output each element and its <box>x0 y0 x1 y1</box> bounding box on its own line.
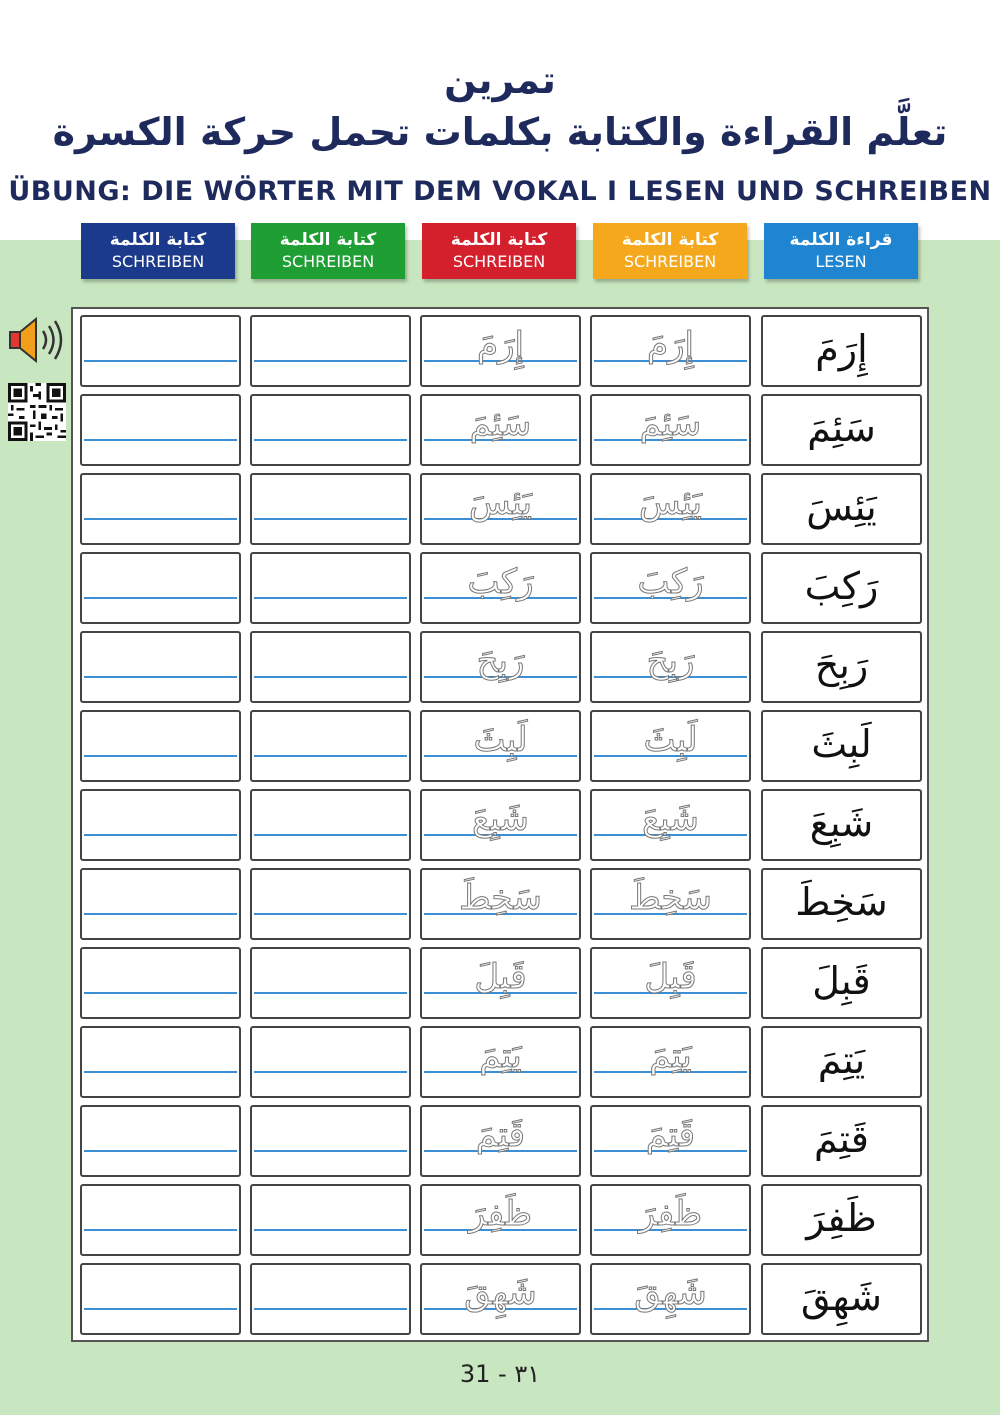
tracing-word: شَبِعَ <box>472 799 529 839</box>
tracing-cell <box>420 1184 581 1256</box>
writing-cell-empty[interactable] <box>80 1184 241 1256</box>
tracing-word: يَئِسَ <box>638 483 703 523</box>
writing-cell-empty[interactable] <box>80 868 241 940</box>
writing-cell-empty[interactable] <box>80 1026 241 1098</box>
reading-cell <box>761 1105 922 1177</box>
tracing-cell <box>420 947 581 1019</box>
reading-word: رَكِبَ <box>804 564 879 608</box>
writing-cell-empty[interactable] <box>250 473 411 545</box>
column-header-german: SCHREIBEN <box>623 252 717 271</box>
writing-cell-empty[interactable] <box>80 947 241 1019</box>
writing-guide-line <box>84 1308 237 1310</box>
reading-cell <box>761 394 922 466</box>
writing-guide-line <box>254 439 407 441</box>
writing-cell-empty[interactable] <box>250 631 411 703</box>
reading-word: سَخِطَ <box>795 880 888 924</box>
worksheet-grid <box>71 307 929 1342</box>
reading-word: لَبِثَ <box>811 722 872 766</box>
column-header-4 <box>593 223 747 279</box>
writing-cell-empty[interactable] <box>250 1263 411 1335</box>
column-header-2 <box>251 223 405 279</box>
writing-guide-line <box>84 755 237 757</box>
reading-cell <box>761 710 922 782</box>
tracing-cell <box>590 947 751 1019</box>
reading-cell <box>761 947 922 1019</box>
column-header-arabic: كتابة الكلمة <box>621 230 719 250</box>
writing-guide-line <box>254 834 407 836</box>
writing-guide-line <box>84 676 237 678</box>
page-number: 31 - ٣١ <box>459 1360 541 1388</box>
reading-word: شَهِقَ <box>800 1275 883 1319</box>
writing-guide-line <box>254 1150 407 1152</box>
tracing-word: يَتِمَ <box>479 1036 522 1076</box>
tracing-word: رَبِحَ <box>476 641 525 681</box>
tracing-cell <box>420 1263 581 1335</box>
column-header-arabic: كتابة الكلمة <box>279 230 377 250</box>
writing-guide-line <box>254 1308 407 1310</box>
tracing-cell <box>420 394 581 466</box>
tracing-cell <box>590 1026 751 1098</box>
column-header-german: SCHREIBEN <box>452 252 546 271</box>
tracing-cell <box>590 710 751 782</box>
column-header-1 <box>81 223 235 279</box>
reading-word: سَئِمَ <box>807 406 876 450</box>
writing-cell-empty[interactable] <box>80 473 241 545</box>
column-header-5 <box>764 223 918 279</box>
writing-guide-line <box>84 518 237 520</box>
column-header-german: LESEN <box>815 252 867 271</box>
tracing-word: سَخِطَ <box>629 878 712 918</box>
writing-cell-empty[interactable] <box>250 394 411 466</box>
tracing-word: شَهِقَ <box>464 1273 537 1313</box>
writing-cell-empty[interactable] <box>80 631 241 703</box>
writing-cell-empty[interactable] <box>250 1105 411 1177</box>
speaker-icon[interactable] <box>6 315 66 365</box>
writing-cell-empty[interactable] <box>250 710 411 782</box>
tracing-word: رَكِبَ <box>637 562 704 602</box>
tracing-word: سَئِمَ <box>639 404 702 444</box>
writing-guide-line <box>84 1071 237 1073</box>
tracing-cell <box>590 631 751 703</box>
reading-cell <box>761 315 922 387</box>
tracing-cell <box>420 473 581 545</box>
writing-cell-empty[interactable] <box>80 1105 241 1177</box>
reading-word: شَبِعَ <box>809 801 874 845</box>
tracing-cell <box>590 789 751 861</box>
reading-word: رَبِحَ <box>814 643 869 687</box>
writing-cell-empty[interactable] <box>250 1184 411 1256</box>
reading-word: يَئِسَ <box>806 485 877 529</box>
writing-cell-empty[interactable] <box>250 868 411 940</box>
writing-guide-line <box>84 360 237 362</box>
column-header-arabic: قراءة الكلمة <box>789 230 893 250</box>
reading-word: إِرَمَ <box>815 327 868 371</box>
tracing-word: سَئِمَ <box>469 404 532 444</box>
tracing-cell <box>590 473 751 545</box>
reading-word: قَبِلَ <box>812 959 871 1003</box>
writing-cell-empty[interactable] <box>80 1263 241 1335</box>
tracing-cell <box>420 552 581 624</box>
tracing-word: رَبِحَ <box>646 641 695 681</box>
tracing-word: قَبِلَ <box>644 957 697 997</box>
writing-cell-empty[interactable] <box>250 1026 411 1098</box>
writing-guide-line <box>84 834 237 836</box>
tracing-word: شَهِقَ <box>634 1273 707 1313</box>
reading-word: ظَفِرَ <box>806 1196 877 1240</box>
tracing-cell <box>590 394 751 466</box>
tracing-word: يَئِسَ <box>468 483 533 523</box>
column-header-german: SCHREIBEN <box>111 252 205 271</box>
tracing-word: ظَفِرَ <box>468 1194 533 1234</box>
reading-cell <box>761 552 922 624</box>
tracing-cell <box>420 315 581 387</box>
writing-guide-line <box>254 913 407 915</box>
reading-cell <box>761 1026 922 1098</box>
tracing-word: لَبِثَ <box>643 720 698 760</box>
writing-guide-line <box>84 992 237 994</box>
tracing-cell <box>420 631 581 703</box>
tracing-word: قَتِمَ <box>645 1115 696 1155</box>
tracing-cell <box>420 1105 581 1177</box>
writing-guide-line <box>84 439 237 441</box>
column-header-3 <box>422 223 576 279</box>
writing-guide-line <box>254 1071 407 1073</box>
tracing-word: رَكِبَ <box>467 562 534 602</box>
tracing-word: قَبِلَ <box>474 957 527 997</box>
page-title: تمرين <box>444 58 556 102</box>
tracing-cell <box>420 868 581 940</box>
reading-word: قَتِمَ <box>814 1117 869 1161</box>
tracing-cell <box>590 868 751 940</box>
tracing-cell <box>590 315 751 387</box>
tracing-word: يَتِمَ <box>649 1036 692 1076</box>
tracing-cell <box>590 1263 751 1335</box>
reading-cell <box>761 1263 922 1335</box>
writing-cell-empty[interactable] <box>250 947 411 1019</box>
reading-cell <box>761 1184 922 1256</box>
writing-guide-line <box>84 597 237 599</box>
qr-code-icon[interactable] <box>8 383 66 441</box>
writing-cell-empty[interactable] <box>250 552 411 624</box>
writing-cell-empty[interactable] <box>80 710 241 782</box>
tracing-word: لَبِثَ <box>473 720 528 760</box>
writing-cell-empty[interactable] <box>250 789 411 861</box>
tracing-word: إِرَمَ <box>647 325 694 365</box>
writing-guide-line <box>254 676 407 678</box>
writing-cell-empty[interactable] <box>80 315 241 387</box>
tracing-cell <box>420 1026 581 1098</box>
writing-guide-line <box>254 755 407 757</box>
writing-guide-line <box>84 1229 237 1231</box>
reading-word: يَتِمَ <box>817 1038 866 1082</box>
reading-cell <box>761 631 922 703</box>
column-header-arabic: كتابة الكلمة <box>109 230 207 250</box>
reading-cell <box>761 868 922 940</box>
tracing-word: إِرَمَ <box>477 325 524 365</box>
tracing-cell <box>590 1184 751 1256</box>
writing-guide-line <box>84 1150 237 1152</box>
writing-guide-line <box>254 992 407 994</box>
reading-cell <box>761 789 922 861</box>
tracing-word: سَخِطَ <box>459 878 542 918</box>
page-subtitle-arabic: تعلَّم القراءة والكتابة بكلمات تحمل حركة الكسرة <box>52 110 948 154</box>
writing-cell-empty[interactable] <box>80 394 241 466</box>
writing-guide-line <box>84 913 237 915</box>
column-header-arabic: كتابة الكلمة <box>450 230 548 250</box>
tracing-cell <box>420 710 581 782</box>
tracing-word: ظَفِرَ <box>638 1194 703 1234</box>
writing-guide-line <box>254 360 407 362</box>
writing-guide-line <box>254 518 407 520</box>
writing-cell-empty[interactable] <box>80 552 241 624</box>
page-subtitle-german: ÜBUNG: DIE WÖRTER MIT DEM VOKAL I LESEN UND SCHREIBEN <box>8 176 992 207</box>
column-header-german: SCHREIBEN <box>281 252 375 271</box>
tracing-cell <box>590 552 751 624</box>
tracing-word: شَبِعَ <box>642 799 699 839</box>
reading-cell <box>761 473 922 545</box>
writing-guide-line <box>254 597 407 599</box>
writing-cell-empty[interactable] <box>80 789 241 861</box>
tracing-cell <box>420 789 581 861</box>
tracing-word: قَتِمَ <box>475 1115 526 1155</box>
writing-guide-line <box>254 1229 407 1231</box>
tracing-cell <box>590 1105 751 1177</box>
writing-cell-empty[interactable] <box>250 315 411 387</box>
